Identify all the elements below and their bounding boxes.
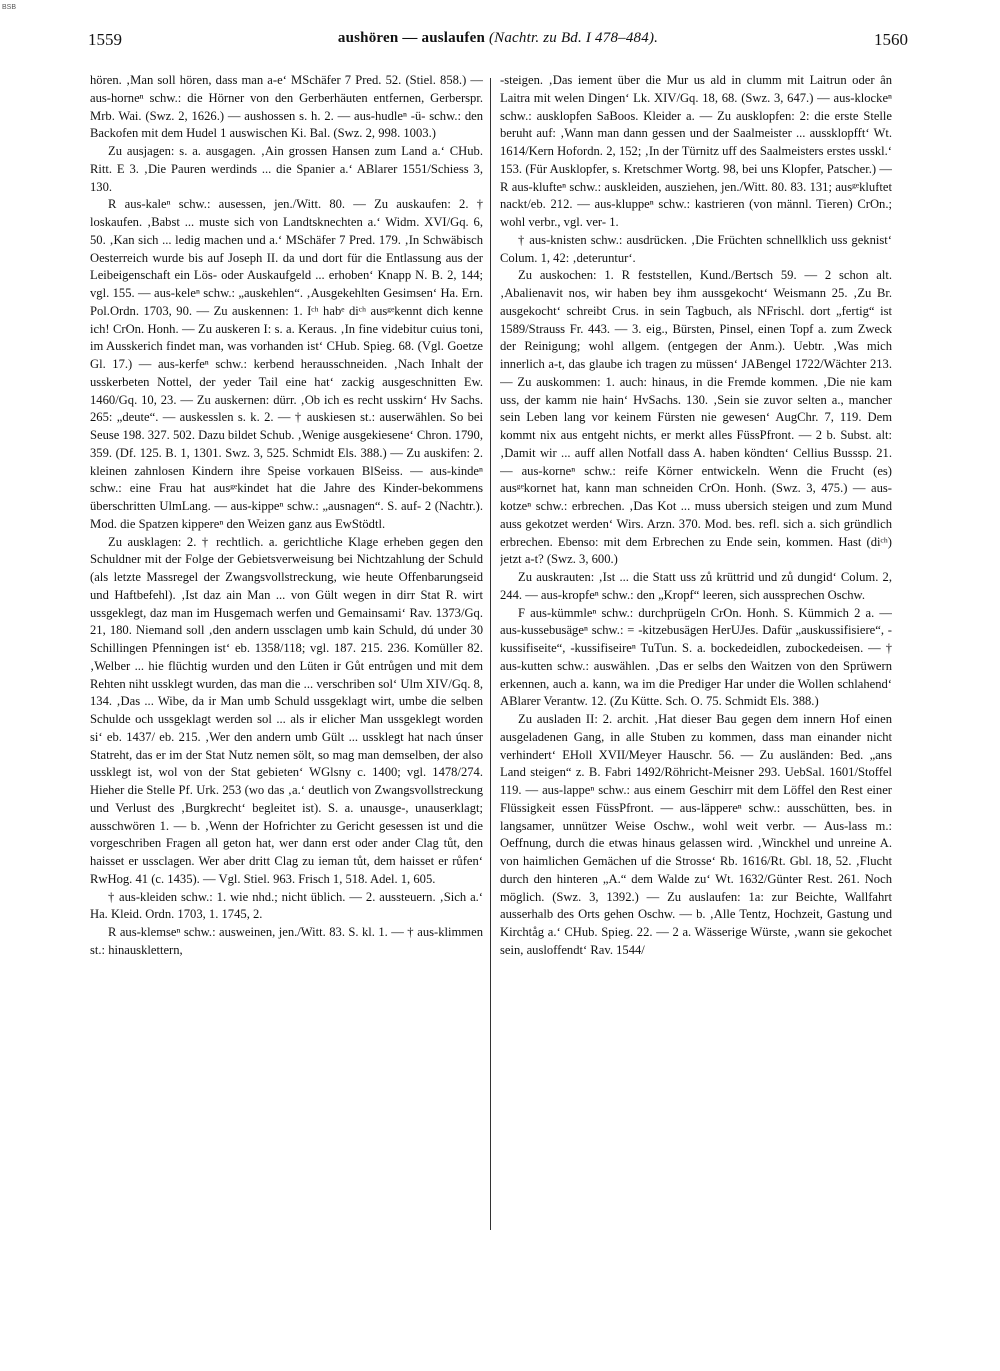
running-head <box>88 30 908 47</box>
left-paragraph: Zu ausjagen: s. a. ausgagen. ‚Ain grossen Hansen zum Land a.‘ CHub. Ritt. E 3. ‚Die Pauren werdinds ... die Spanier a.‘ ABlarer 1551/Schiess 3, 130. <box>90 144 483 194</box>
page-number-left: 1559 <box>88 30 122 49</box>
right-paragraph: Zu ausladen II: 2. archit. ‚Hat dieser Bau gegen dem innern Hof einen ausgeladenen Gang, in alle Stuben zu kommen, dass man einander nicht verhindert‘ EHoll XVII/Meyer Hauschr. 56. — Zu ausländen: Bed. „ans Land steigen“ z. B. Fabri 1492/Röhricht-Meisner 293. UebSal. 1601/Stoffel 119. — aus-lappeⁿ schw.: aus einem Geschirr mit dem Löffel den Rest einer Flüssigkeit essen FüssPfront. — aus-läppereⁿ schw.: ausschütten, bes. in langsamer, unnützer Weise Oschw., wohl weit verbr. — Aus-lass m.: Oeffnung, durch die etwas hinaus gelassen wird. ‚Winckhel und unreine A. von haimlichen Gemächen uf die Strosse‘ Rb. 1616/Rt. Gbl. 18, 52. ‚Flucht durch den hinteren „A.“ dem Walde zu‘ Wt. 1632/Günter Rest. 261. Noch möglich. (Swz. 3, 1392.) — Zu auslaufen: 1a: zur Beichte, Wallfahrt ausserhalb des Orts gehen Oschw. — b. ‚Alle Tentz, Hochzeit, Gastung und Kirchtåg a.‘ CHub. Spieg. 22. — 2 a. Wässerige Würste, ‚wann sie gekochet sein, ausloffendt‘ Rav. 1544/ <box>500 712 892 957</box>
left-paragraph: Zu ausklagen: 2. † rechtlich. a. gerichtliche Klage erheben gegen den Schuldner mit der Folge der Gebietsverweisung bei Nichtzahlung der Schuld (als letzte Massregel der Zwangsvollstreckung, wie heute Offenbarungseid und Haftbefehl). ‚Ist daz ain Man ... von Gült wegen in dirr Stat R. wirt ussgeklegt, daz man im Husgemach werfen und Gemainsami‘ Rav. 1373/Gq. 21, 180. Niemand soll ‚den andern ussclagen umb kain Schuld, dú under 30 Schillingen Pfenningen ist‘ eb. 1358/118; vgl. 187. 215. 236. Komüller 82. ‚Welber ... hie flüchtig wurden und den Lüten ir Gůt entrůgen und mit dem Rehten niht ussklegt wurden, das man die ... verschriben sol‘ Ulm XIV/Gq. 8, 134. ‚Das ... Wibe, da ir Man umb Schuld ussgeklagt wirt, umbe die selben Schulde och ussgeklagt werden sol ... als ir elicher Man ussgeklegt worden si‘ eb. 1437/ eb. 215. ‚Wer den andern umb Gült ... ussklegt hat nach únser Statreht, das er im der Stat Nutz nemen sölt, so mag man demselben, der also ussklegt ist, wol von der Stat gebieten‘ WGlsny c. 1400; vgl. 1478/274. Hieher die Stelle Pf. Urk. 253 (wo das ‚a.‘ deutlich von Zwangsvollstreckung und Verlust des ‚Burgkrecht‘ begleitet ist). S. a. unausge-, unauserklagt; ausschwören 1. — b. ‚Wenn der Hofrichter zu Gericht gesessen ist und die vorgeschriben Fragen all geton hat, wer dann erst oder ander Clag tůt, den haisset er ussclagen. Wer aber dritt Clag zu ieman tůt, dem haisset er růfen‘ RwHog. 41 (c. 1435). — Vgl. Stiel. 963. Frisch 1, 518. Adel. 1, 605. <box>90 534 483 886</box>
left-column <box>90 72 483 1240</box>
left-paragraph: R aus-kaleⁿ schw.: ausessen, jen./Witt. 80. — Zu auskaufen: 2. † loskaufen. ‚Babst ... muste sich von Landtsknechten a.‘ Widm. XVI/Gq. 6, 50. ‚Kan sich ... ledig machen und a.‘ MSchäfer 7 Pred. 179. ‚In Schwäbisch Oesterreich wurde bis auf Joseph II. da und dort für die Entlassung aus der Leibeigenschaft ein Lös- oder Auskaufgeld ... erhoben‘ Knapp N. B. 2, 144; vgl. 155. — aus-keleⁿ schw.: „auskehlen“. ‚Ausgekehlten Gesimsen‘ Ha. Ern. Pol.Ordn. 1703, 90. — Zu auskennen: 1. Iᶜʰ habᵉ diᶜʰ ausᵍᵉkennt dich kenne ich! CrOn. Honh. — Zu auskeren I: s. a. Keraus. ‚In fine videbitur cuius toni, im Ausskerich findet man, was vorhanden ist‘ CHub. Spieg. 68. (Vgl. Goetze Gl. 17.) — aus-kerfeⁿ schw.: kerbend herausschneiden. ‚Nach Inhalt der usskerbeten Nottel, der yeder Tail eine hat‘ zackig ausgeschnitten Ew. 1460/Gq. 10, 23. — Zu auskernen: dürr. ‚Ob ich es recht usskirn‘ Hv Sachs. 265: „deute“. — auskesslen s. k. 2. — † auskiesen st.: auserwählen. So bei Seuse 198. 327. 502. Dazu bildet Schub. ‚Wenige ausgekiesene‘ Chron. 1790, 359. (Df. 125. B. 1, 1301. Swz. 3, 525. Schmidt Els. 388.) — Zu auskifen: 2. kleinen zahnlosen Kindern ihre Speise vorkauen BlSeiss. — aus-kindeⁿ schw.: eine Frau hat ausᵍᵉkindet hat die Jahre des Kinder-bekommens überschritten UlmLang. — aus-kippeⁿ schw.: „ausnagen“. S. auf- 2 (Nachtr.). Mod. die Spatzen kippereⁿ den Weizen ganz aus EwStödtl. <box>90 197 483 531</box>
running-head-title: aushören — auslaufen <box>337 30 485 46</box>
running-head-subtitle: (Nachtr. zu Bd. I 478–484). <box>488 30 659 46</box>
page-number-right: 1560 <box>874 30 908 49</box>
library-corner-mark: BSB <box>2 4 17 11</box>
right-paragraph: Zu auskrauten: ‚Ist ... die Statt uss zů krüttrid und zů dungid‘ Colum. 2, 244. — aus-kropfeⁿ schw.: den „Kropf“ leeren, sich aussprechen Oschw. <box>500 570 892 602</box>
column-divider <box>490 78 491 1230</box>
left-paragraph: hören. ‚Man soll hören, dass man a-e‘ MSchäfer 7 Pred. 52. (Stiel. 858.) — aus-horneⁿ schw.: die Hörner von den Gerberhäuten entfernen, Gerberspr. Mrb. Wai. (Swz. 2, 1626.) — aushossen s. h. 2. — aus-hudleⁿ -ü- schw.: den Backofen mit dem Hudel 1 auswischen Ki. Bal. (Swz. 2, 998. 1003.) <box>90 73 483 141</box>
left-paragraph: † aus-kleiden schw.: 1. wie nhd.; nicht üblich. — 2. aussteuern. ‚Sich a.‘ Ha. Kleid. Ordn. 1703, 1. 1745, 2. <box>90 889 483 922</box>
page-header <box>88 30 908 56</box>
right-paragraph: Zu auskochen: 1. R feststellen, Kund./Bertsch 59. — 2 schon alt. ‚Abalienavit nos, wir haben bey ihm aussgekocht‘ Weismann 25. ‚Zu Br. ausgekocht‘ schreibt Crus. in sein Tagbuch, als NFrischl. dort „fertig“ ist 1589/Strauss Fr. 443. — 3. eig., Bürsten, Pinsel, einen Topf a. zum Zweck der Reinigung; wohl allgem. (entgegen der Anm.). Uebtr. ‚Was mich innerlich a-t, das glaube ich tragen zu müssen‘ JABengel 1722/Wächter 213. — Zu auskommen: 1. auch: hinaus, in die Fremde kommen. ‚Die nie kam uss, der kamm nie hain‘ HvSachs. 130. ‚Sein sie zuvor selten a., mancher sein Leben lang vor keinem Fürsten nie gewesen‘ AugChr. 7, 119. Dem kommt nix aus entgeht nichts, er merkt alles FüssPfront. — 2 b. Subst. alt: ‚Damit wir ... auff allen Notfall dass A. haben köndten‘ Cellius Busssp. 21. — aus-korneⁿ schw.: reife Körner entwickeln. Wenn die Frucht (es) ausᵍᵉkornet hat, kann man schneiden CrOn. Honh. (Swz. 3, 475.) — aus-kotzeⁿ schw.: erbrechen. ‚Das Kot ... muss ubersich steigen und zum Mund auss gekotzet werden‘ Wirs. Arzn. 370. Mod. bes. refl. sich a. sich gründlich erbrechen. Ebenso: mit dem Erbrechen zu Ende sein, kommen. Hast (diᶜʰ) jetzt a-t? (Swz. 3, 600.) <box>500 268 892 567</box>
right-paragraph: † aus-knisten schw.: ausdrücken. ‚Die Früchten schnellklich uss geknist‘ Colum. 1, 42: ‚deteruntur‘. <box>500 232 892 265</box>
right-column <box>500 72 892 1240</box>
right-paragraph: F aus-kümmleⁿ schw.: durchprügeln CrOn. Honh. S. Kümmich 2 a. — aus-kussebusägeⁿ schw.: = -kitzebusägen HerUJes. Dafür „auskussifisiere“, -kussifiseite“, -kussifiseireⁿ TuTun. S. a. bockedeidlen, zubockedeisen. — † aus-kutten schw.: auswählen. ‚Das er selbs den Waitzen von den Sprüwern erkennen, auch a. kann, wa im die Prediger Har under die Wollen schlahend‘ ABlarer Verantw. 12. (Zu Kütte. Sch. O. 75. Schmidt Els. 388.) <box>500 605 892 709</box>
right-paragraph: -steigen. ‚Das iement über die Mur us ald in clumm mit Laitrun oder ân Laitra mit welen Dingen‘ Lk. XIV/Gq. 18, 68. (Swz. 3, 647.) — aus-klockeⁿ schw.: ausklopfen SaBoos. Kleider a. — Zu ausklopfen: 2: die erste Stelle beruht auf: ‚Wann man dann gessen und der Saalmeister ... aussklopfft‘ Wt. 1614/Kern Hofordn. 2, 152; ‚In der Türnitz uff des Saalmeisters erstes usskl.‘ 153. (Für Ausklopfer, s. Kretschmer Wortg. 98, bei uns Klopfer, Patscher.) — R aus-klufteⁿ schw.: auskleiden, ausziehen, jen./Witt. 80. 83. 131; ausᵍᵉkluftet nackt/eb. 212. — aus-kluppeⁿ schw.: kastrieren (von männl. Tieren) CrOn.; wohl verbr., vgl. ver- 1. <box>500 73 892 229</box>
left-paragraph: R aus-klemseⁿ schw.: ausweinen, jen./Witt. 83. S. kl. 1. — † aus-klimmen st.: hinausklettern, <box>90 925 483 957</box>
